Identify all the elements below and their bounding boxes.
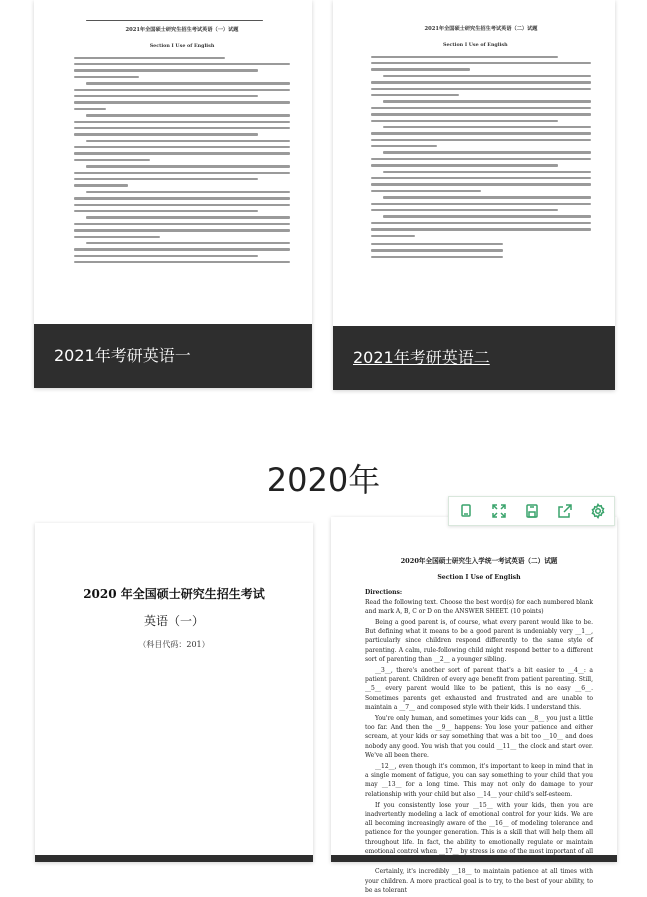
copy-icon[interactable] [449,497,482,525]
directions-text: Read the following text. Choose the best word(s) for each numbered blank and mark A, B, C or D on the ANSWER SHEET. (10 points) [365,598,593,615]
divider [86,20,263,21]
doc-card-2021-english-2[interactable] [333,0,615,390]
directions-label: Directions: [365,589,403,597]
paragraph: __12__, even though it's common, it's important to keep in mind that in a single moment of fatigue, you can say something to your child that you may __13__ for a long time. This may not only do damage to your relationship with your child but also __14__ your child's self-esteem. [365,763,593,798]
card-caption-bar[interactable] [35,855,313,862]
doc-text-lines [371,56,591,259]
doc-preview [331,517,617,894]
doc-card-2020-english-1[interactable] [35,523,313,862]
cover-page [35,523,313,862]
card-caption-bar[interactable] [331,855,617,862]
doc-toolbar [448,496,615,526]
card-caption[interactable]: 2021年考研英语二 [333,326,615,390]
cover-title: 2020 年全国硕士研究生招生考试 [83,587,265,601]
cover-subject: 英语（一） [143,614,204,628]
share-icon[interactable] [548,497,581,525]
cover-code: （科目代码：201） [138,640,210,649]
paragraph: Being a good parent is, of course, what every parent would like to be. But defining what it means to be a good parent is undeniably very __1__, particularly since children respond differently to the same style of parenting. A calm, rule-following child might respond better to a different sort of parenting than __2__ a younger sibling. [365,619,593,663]
save-icon[interactable] [515,497,548,525]
doc-card-2021-english-1[interactable] [34,0,312,388]
doc-title: 2021年全国硕士研究生招生考试英语（一）试题 [125,27,239,33]
doc-title: 2020年全国硕士研究生入学统一考试英语（二）试题 [400,557,558,565]
fullscreen-icon[interactable] [482,497,515,525]
doc-section: Section I Use of English [149,42,215,49]
doc-text-lines [74,57,290,264]
paragraph: If you consistently lose your __15__ with your kids, then you are inadvertently modeling a lack of emotional control for your kids. We are all becoming increasingly aware of the __16__ of modeling tolerance and patience for the younger generation. This is a skill that will help them all throughout life. In fact, the ability to emotionally regulate or maintain emotional control when __17__ by stress is one of the most important of all [365,801,593,855]
paragraph: Certainly, it's incredibly __18__ to maintain patience at all times with your children. A more practical goal is to try, to the best of your ability, to be as tolerant [365,868,593,894]
doc-section: Section I Use of English [443,41,508,48]
paragraph: __3__, there's another sort of parent that's a bit easier to __4__: a patient parent. Children of every age benefit from patient parenting. Still, __5__ every parent would like to be patient, this is no easy __6__. Sometimes parents get exhausted and frustrated and are unable to maintain a __7__ and composed style with their kids. I understand this. [365,667,593,711]
year-heading: 2020年 [266,461,381,499]
doc-section: Section I Use of English [437,574,521,582]
card-caption[interactable]: 2021年考研英语一 [34,324,312,388]
doc-card-2020-english-2[interactable] [331,517,617,894]
settings-icon[interactable] [581,497,614,525]
paragraph: You're only human, and sometimes your kids can __8__ you just a little too far. And then the __9__ happens: You lose your patience and either scream, at your kids or say something that was a bit too __10__ and does nobody any good. You wish that you could __11__ the clock and start over. We've all been there. [365,715,593,759]
doc-title: 2021年全国硕士研究生招生考试英语（二）试题 [424,26,538,32]
